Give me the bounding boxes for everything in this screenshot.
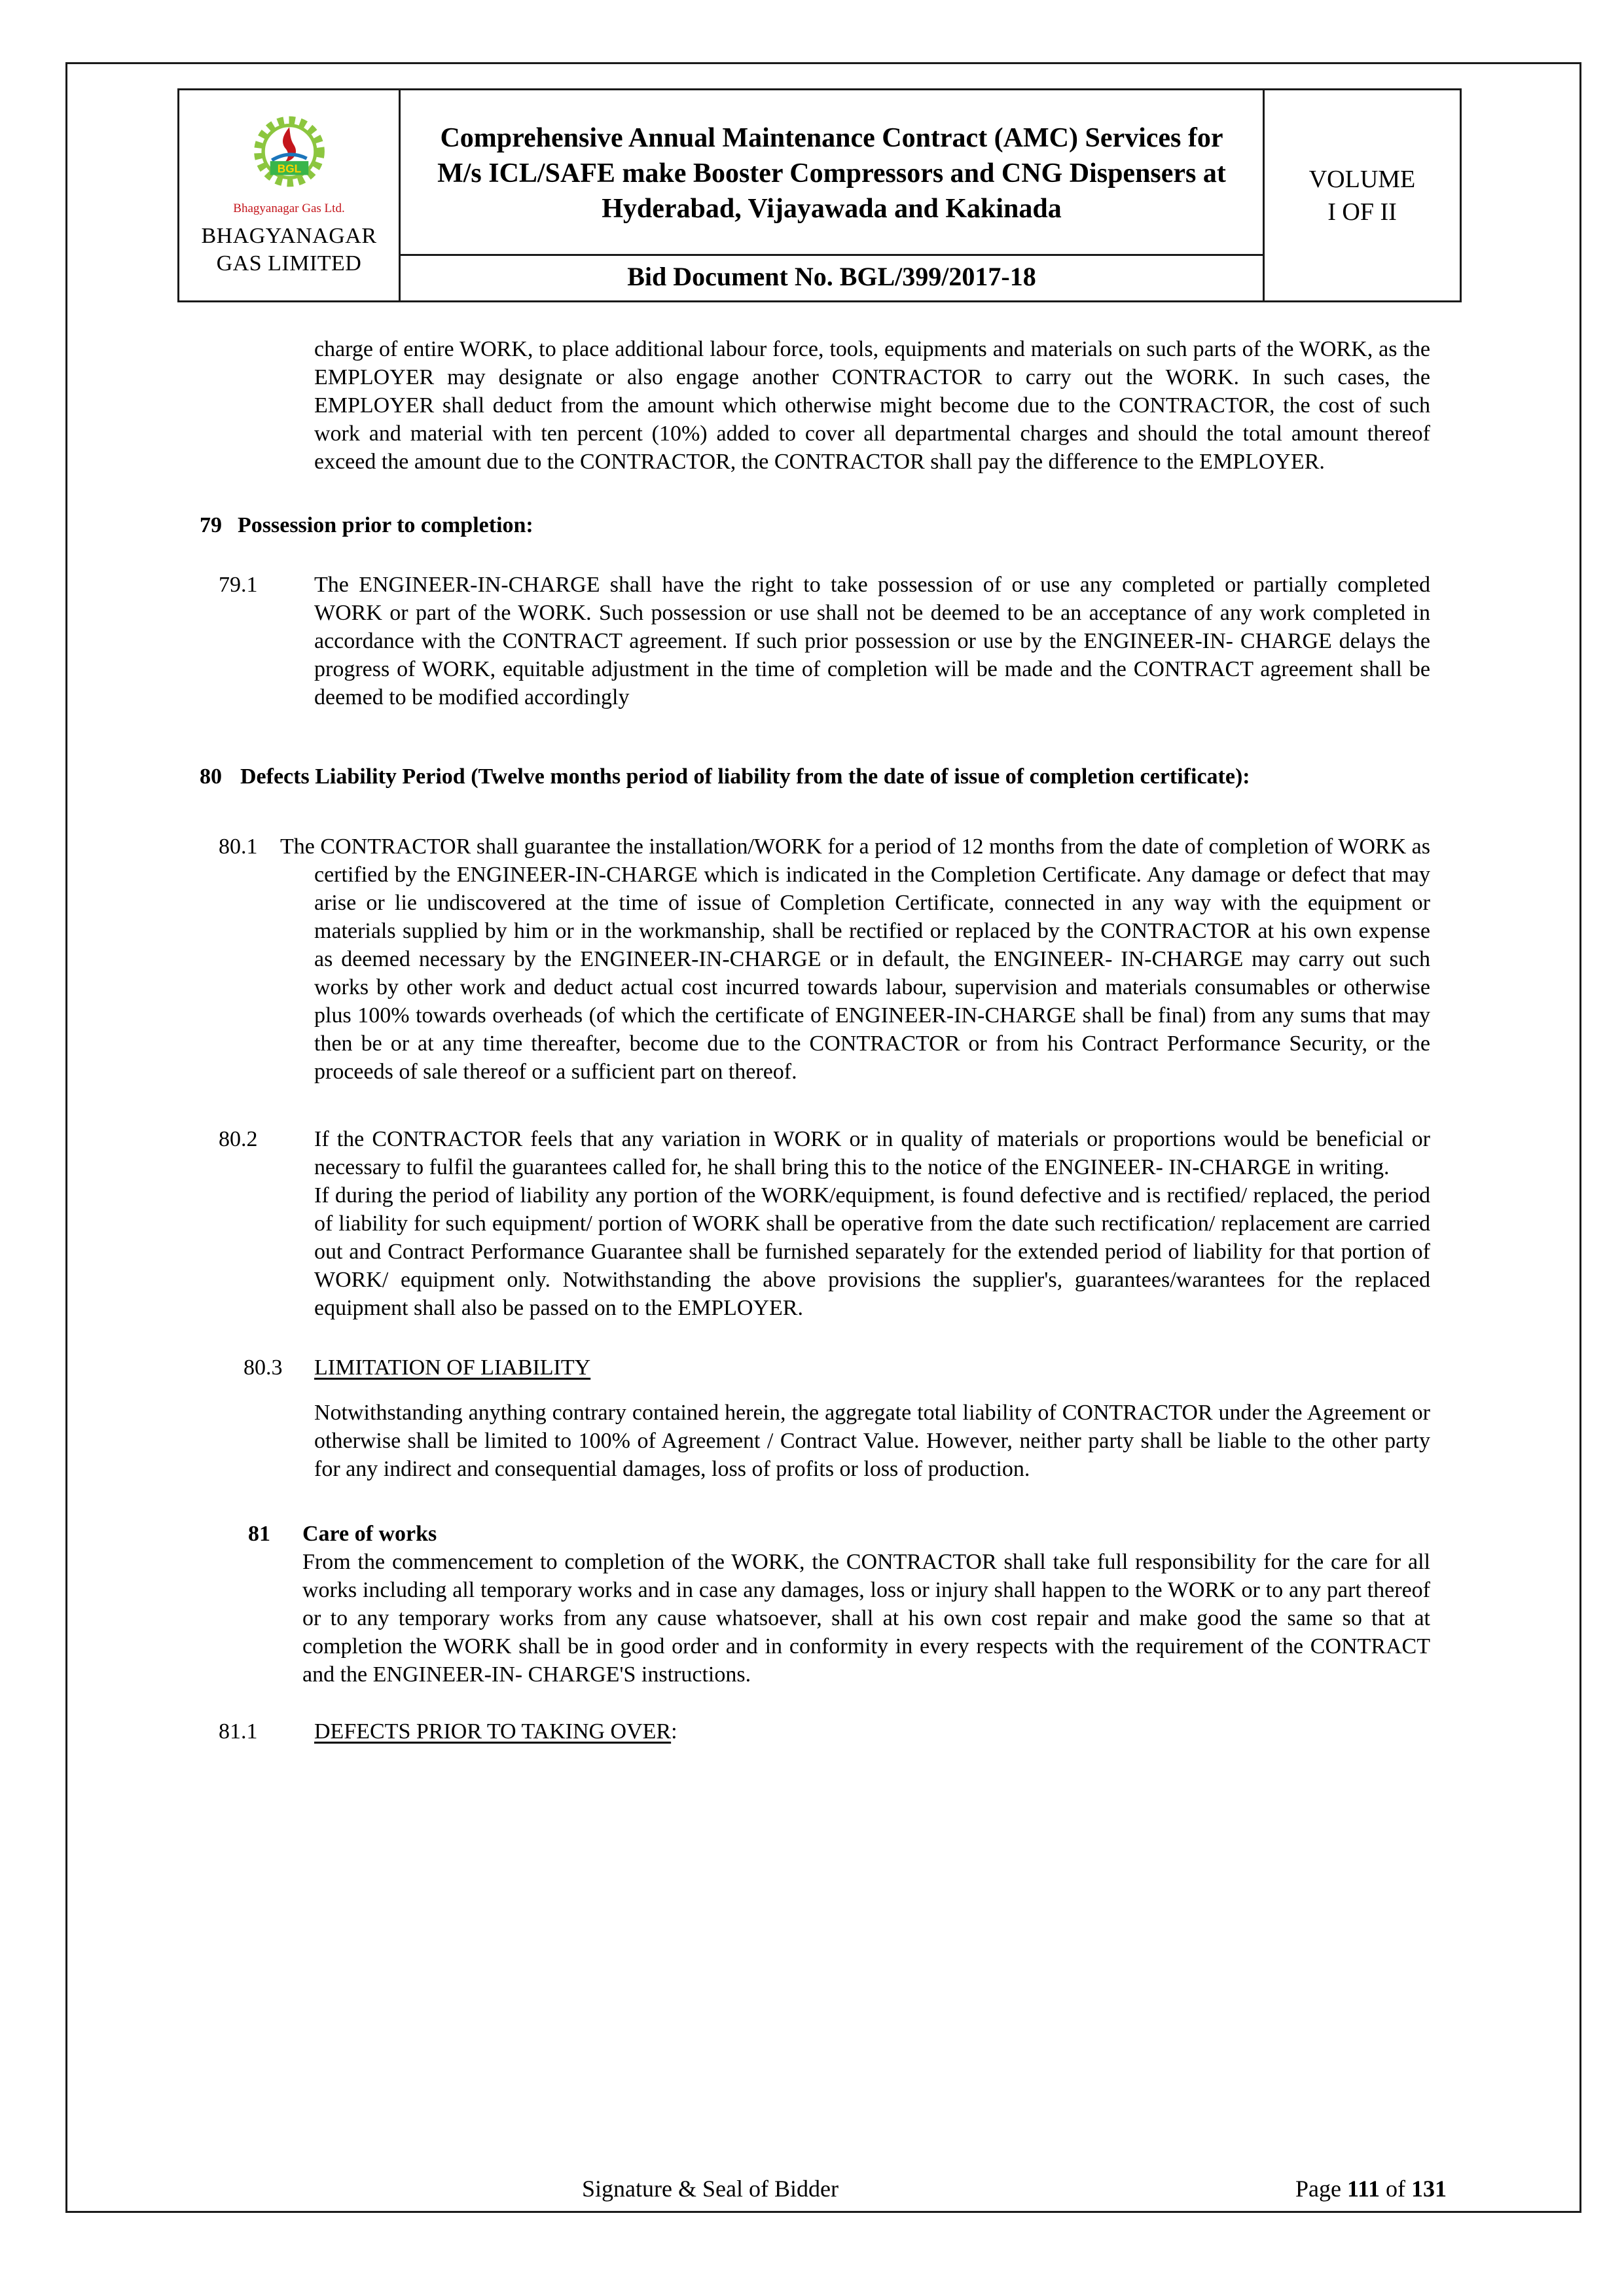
clause-80-3-text: Notwithstanding anything contrary contained herein, the aggregate total liability of CONTRACTOR under the Agreement or otherwise shall be limited to 100% of Agreement / Contract Value. However, neither party shall be liable to the other party for any indirect and consequential damages, loss of profits or loss of production.	[314, 1401, 1430, 1481]
section-81-number: 81	[248, 1522, 270, 1546]
clause-79-1-text: The ENGINEER-IN-CHARGE shall have the right to take possession of or use any completed or partially completed WORK or part of the WORK. Such possession or use shall not be deemed to be an acceptance of any work completed in accordance with the CONTRACT agreement. If such prior possession or use by the ENGINEER-IN- CHARGE delays the progress of WORK, equitable adjustment in the time of completion will be made and the CONTRACT agreement shall be deemed to be modified accordingly	[314, 573, 1430, 709]
document-body	[200, 335, 1430, 1746]
clause-80-1	[219, 833, 1430, 1086]
section-79-title: Possession prior to completion:	[238, 513, 533, 537]
logo-acronym: BGL	[277, 162, 301, 175]
organization-name-line2: GAS LIMITED	[216, 251, 362, 276]
clause-80-2-number: 80.2	[219, 1127, 258, 1151]
section-80-number: 80	[200, 764, 222, 789]
volume-label-line1: VOLUME	[1308, 165, 1416, 193]
section-81-title: Care of works	[302, 1522, 437, 1546]
clause-81-1-title: DEFECTS PRIOR TO TAKING OVER	[314, 1719, 672, 1744]
clause-81-text: From the commencement to completion of the WORK, the CONTRACTOR shall take full responsibility for the care for all works including all temporary works and in case any damages, loss or injury shall happen to the WORK or to any part thereof or to any temporary works from any cause whatsoever, shall at his own cost repair and make good the same so that at completion the WORK shall be in good order and in conformity in every respects with the requirement of the CONTRACT and the ENGINEER-IN- CHARGE'S instructions.	[302, 1550, 1430, 1687]
section-79-number: 79	[200, 513, 222, 537]
clause-80-1-number: 80.1	[219, 834, 258, 859]
clause-80-3-number: 80.3	[244, 1355, 283, 1380]
organization-name	[201, 223, 376, 278]
clause-80-2-text2: If during the period of liability any portion of the WORK/equipment, is found defective and is rectified/ replaced, the period of liability for such equipment/ portion of WORK shall be operative from the date such rectification/ replacement are carried out and Contract Performance Guarantee shall be furnished separately for the extended period of liability for that portion of WORK/ equipment only. Notwithstanding the above provisions the supplier's, guarantees/warantees for the replaced equipment shall also be passed on to the EMPLOYER.	[314, 1183, 1430, 1320]
document-title: Comprehensive Annual Maintenance Contract (AMC) Services for M/s ICL/SAFE make Booster Compressors and CNG Dispensers at Hyderabad, Vijayawada and Kakinada	[437, 123, 1226, 224]
organization-name-line1: BHAGYANAGAR	[201, 224, 377, 248]
logo-tagline: Bhagyanagar Gas Ltd.	[233, 202, 345, 215]
logo-cell	[179, 90, 401, 300]
clause-79-1	[219, 571, 1430, 711]
title-cell	[401, 90, 1265, 300]
clause-79-1-number: 79.1	[219, 573, 258, 597]
clause-81-1-number: 81.1	[219, 1719, 258, 1744]
clause-80-2-text1: If the CONTRACTOR feels that any variation in WORK or in quality of materials or proportions would be beneficial or necessary to fulfil the guarantees called for, he shall bring this to the notice of the ENGINEER- IN-CHARGE in writing.	[314, 1127, 1430, 1179]
volume-cell	[1265, 90, 1460, 300]
clause-80-2-para1-row	[219, 1125, 1430, 1181]
page-current: 111	[1346, 2176, 1380, 2202]
clause-80-3-heading	[244, 1354, 1430, 1382]
clause-81-1-heading	[219, 1717, 1430, 1746]
section-80-heading	[200, 762, 1430, 791]
bgl-logo-gear-icon	[237, 113, 342, 200]
document-header-table	[177, 88, 1462, 302]
of-word: of	[1386, 2176, 1405, 2202]
clause-80-2	[219, 1125, 1430, 1322]
clause-80-1-text: The CONTRACTOR shall guarantee the installation/WORK for a period of 12 months from the date of completion of WORK as certified by the ENGINEER-IN-CHARGE which is indicated in the Completion Certificate. Any damage or defect that may arise or lie undiscovered at the time of issue of Completion Certificate, connected in any way with the equipment or materials supplied by him or in the workmanship, shall be rectified or replaced by the CONTRACTOR at his own expense as deemed necessary by the ENGINEER-IN-CHARGE or in default, the ENGINEER- IN-CHARGE may carry out such works by other work and deduct actual cost incurred towards labour, supervision and materials consumables or otherwise plus 100% towards overheads (of which the certificate of ENGINEER-IN-CHARGE shall be final) from any sums that may then be or at any time thereafter, become due to the CONTRACTOR or from his Contract Performance Security, or the proceeds of sale thereof or a sufficient part on thereof.	[280, 834, 1430, 1084]
clause-80-3-title: LIMITATION OF LIABILITY	[314, 1355, 591, 1380]
volume-label-line2: I OF II	[1327, 198, 1397, 226]
page-word: Page	[1295, 2176, 1341, 2202]
section-79-heading	[200, 511, 1430, 539]
clause-81-1-colon: :	[671, 1719, 677, 1744]
intro-paragraph: charge of entire WORK, to place additional labour force, tools, equipments and materials on such parts of the WORK, as the EMPLOYER may designate or also engage another CONTRACTOR to carry out the WORK. In such cases, the EMPLOYER shall deduct from the amount which otherwise might become due to the CONTRACTOR, the cost of such work and material with ten percent (10%) added to cover all departmental charges and should the total amount thereof exceed the amount due to the CONTRACTOR, the CONTRACTOR shall pay the difference to the EMPLOYER.	[314, 337, 1430, 474]
section-80-title: Defects Liability Period (Twelve months period of liability from the date of issue of completion certificate):	[240, 764, 1250, 789]
signature-seal-label: Signature & Seal of Bidder	[582, 2176, 839, 2202]
page-number-indicator	[1295, 2174, 1447, 2203]
bid-document-number: Bid Document No. BGL/399/2017-18	[401, 254, 1263, 300]
section-81-heading	[248, 1520, 1430, 1548]
page-total: 131	[1411, 2176, 1447, 2202]
